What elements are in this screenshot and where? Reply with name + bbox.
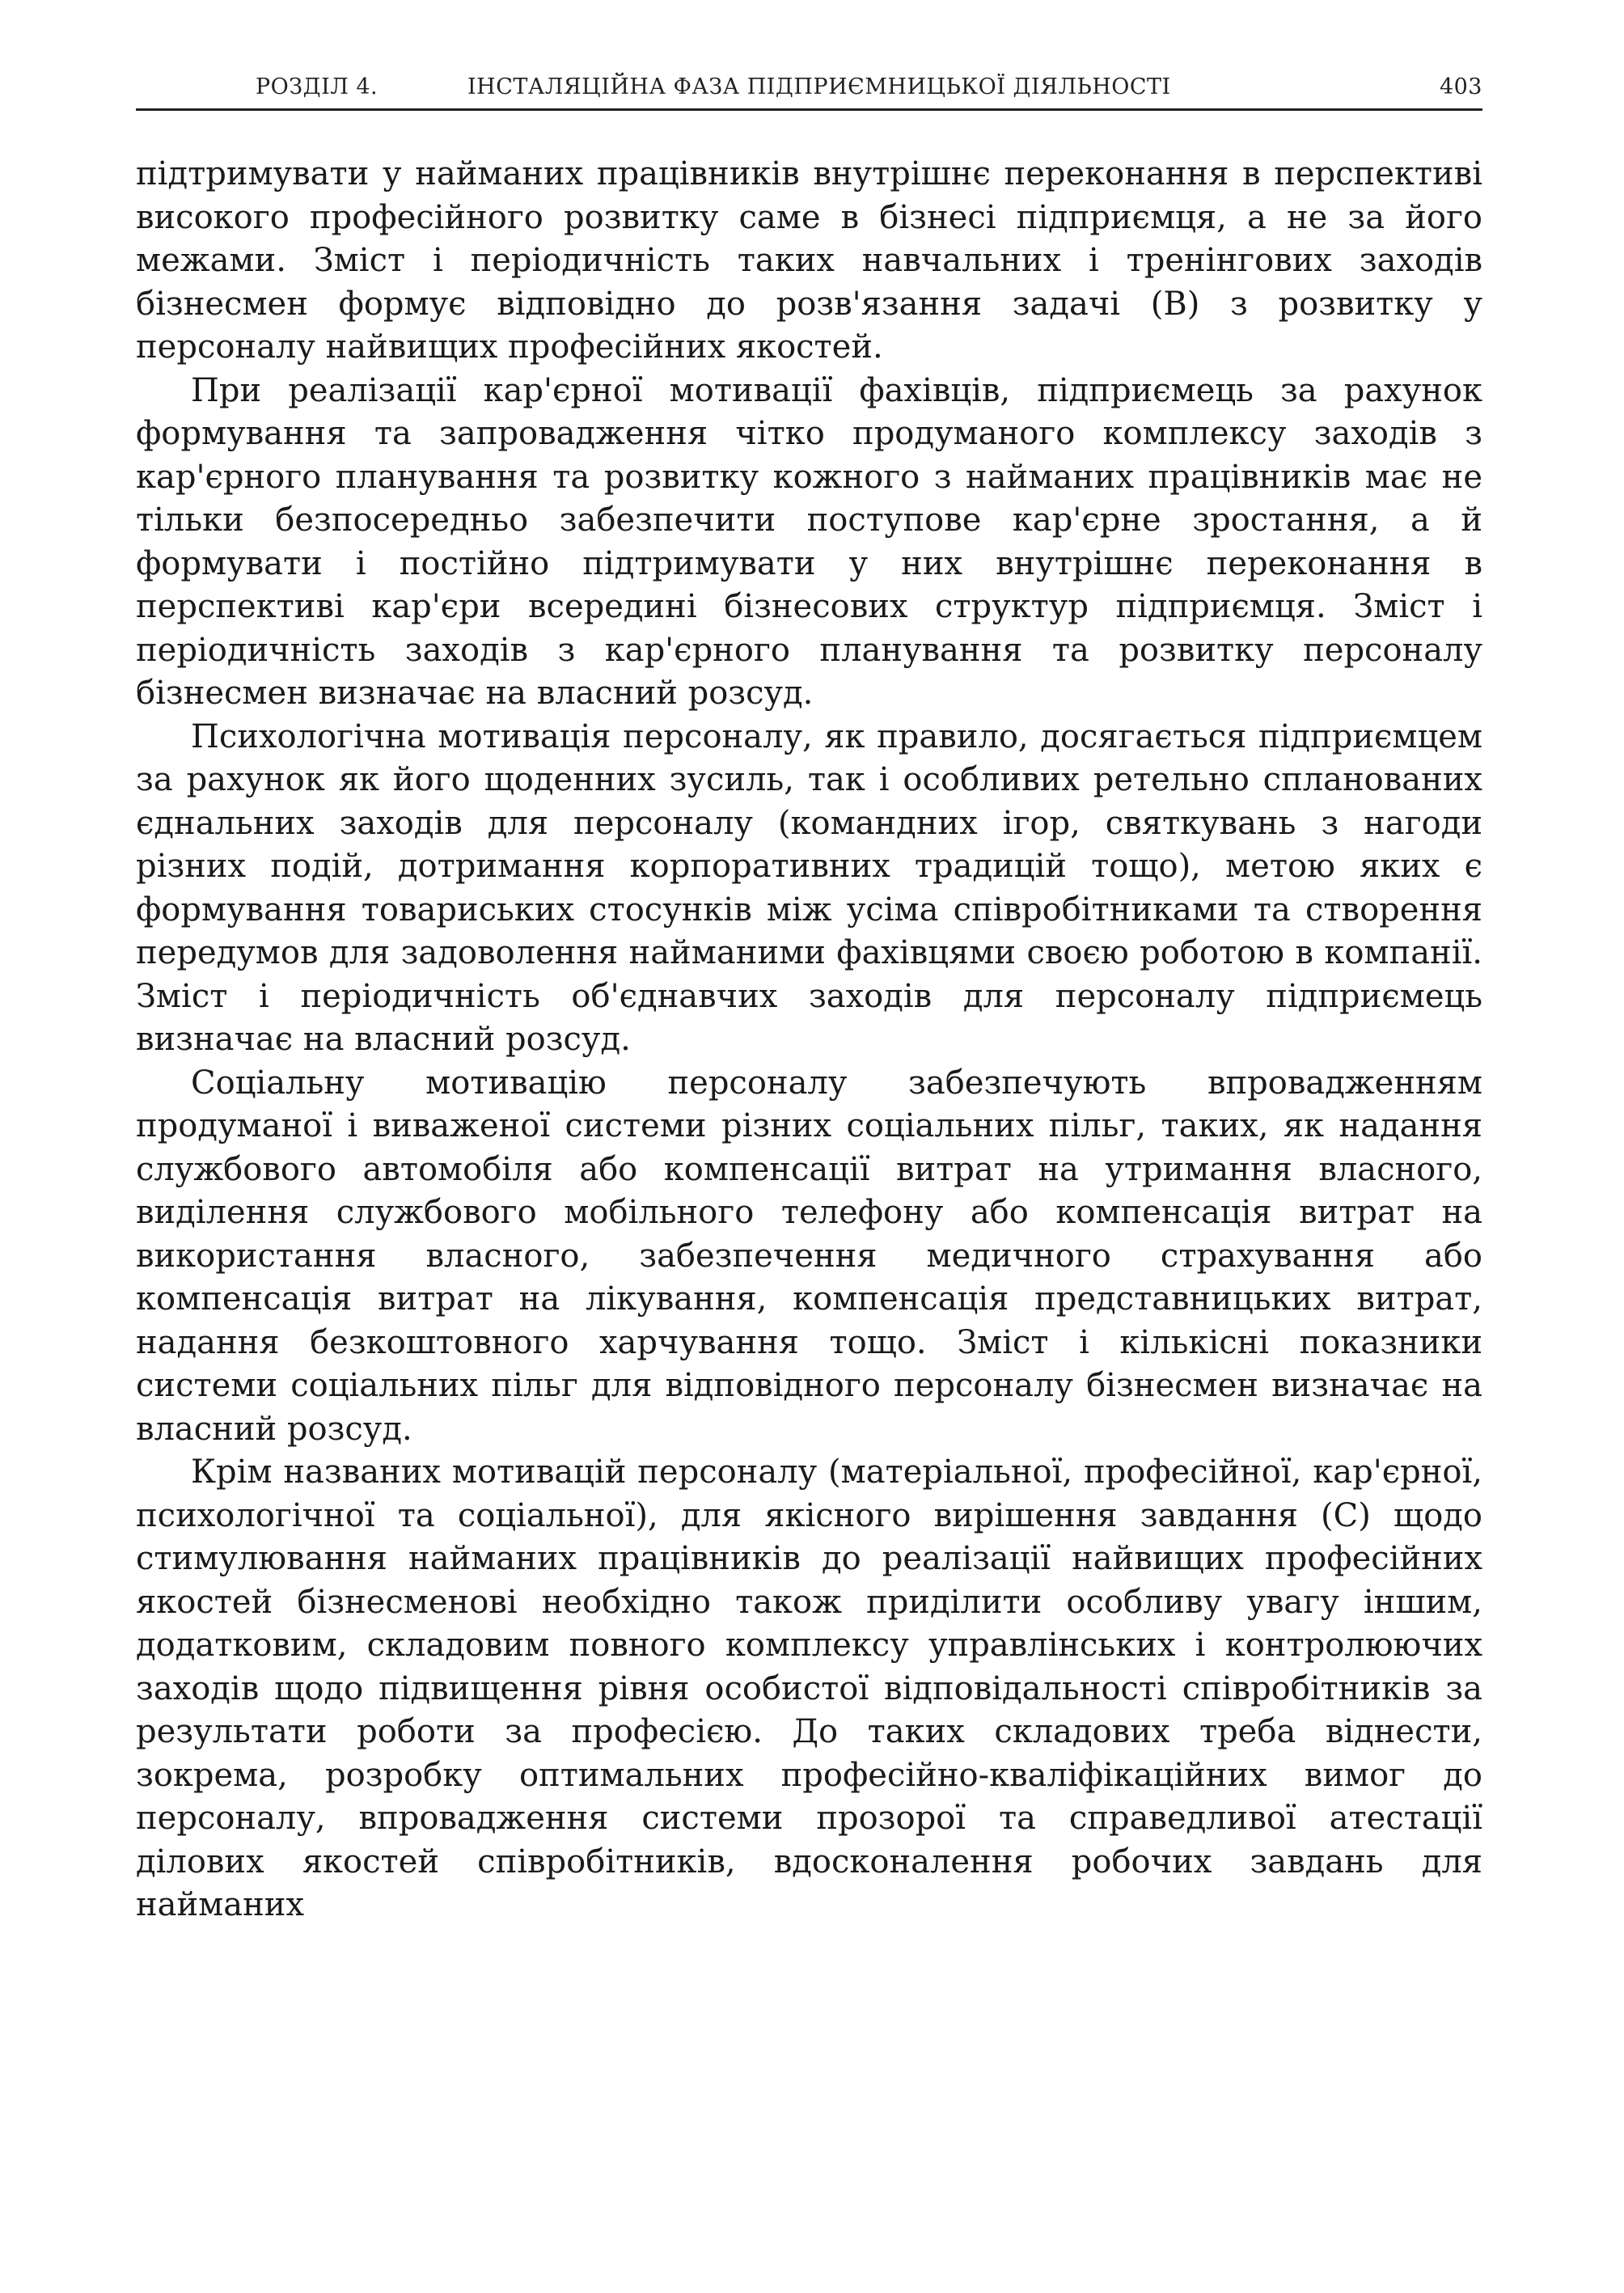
document-page xyxy=(136,66,1482,1927)
paragraph-additional-components: Крім названих мотивацій персоналу (матеріальної, професійної, кар'єрної, психологічної та соціальної), для якісного вирішення завдання (С) щодо стимулювання найманих працівників до реалізації найвищих професійних якостей бізнесменові необхідно також приділити особливу увагу іншим, додатковим, складовим повного комплексу управлінських і контролюючих заходів щодо підвищення рівня особистої відповідальності співробітників за результати роботи за професією. До таких складових треба віднести, зокрема, розробку оптимальних професійно-кваліфікаційних вимог до персоналу, впровадження системи прозорої та справедливої атестації ділових якостей співробітників, вдосконалення робочих завдань для найманих xyxy=(136,1453,1482,1923)
page-number: 403 xyxy=(1439,74,1482,99)
paragraph-social-motivation: Соціальну мотивацію персоналу забезпечують впровадженням продуманої і виваженої системи різних соціальних пільг, таких, як надання службового автомобіля або компенсації витрат на утримання власного, виділення службового мобільного телефону або компенсація витрат на використання власного, забезпечення медичного страхування або компенсація витрат на лікування, компенсація представницьких витрат, надання безкоштовного харчування тощо. Зміст і кількісні показники системи соціальних пільг для відповідного персоналу бізнесмен визначає на власний розсуд. xyxy=(136,1064,1482,1448)
paragraph-continued: підтримувати у найманих працівників внутрішнє переконання в перспективі високого професійного розвитку саме в бізнесі підприємця, а не за його межами. Зміст і періодичність таких навчальних і тренінгових заходів бізнесмен формує відповідно до розв'язання задачі (В) з розвитку у персоналу найвищих професійних якостей. xyxy=(136,155,1482,366)
chapter-title: ІНСТАЛЯЦІЙНА ФАЗА ПІДПРИЄМНИЦЬКОЇ ДІЯЛЬНОСТІ xyxy=(467,74,1171,99)
running-header xyxy=(136,66,1482,111)
chapter-label: РОЗДІЛ 4. xyxy=(256,74,379,99)
paragraph-career-motivation: При реалізації кар'єрної мотивації фахівців, підприємець за рахунок формування та запровадження чітко продуманого комплексу заходів з кар'єрного планування та розвитку кожного з найманих працівників має не тільки безпосередньо забезпечити поступове кар'єрне зростання, а й формувати і постійно підтримувати у них внутрішнє переконання в перспективі кар'єри всередині бізнесових структур підприємця. Зміст і періодичність заходів з кар'єрного планування та розвитку персоналу бізнесмен визначає на власний розсуд. xyxy=(136,371,1482,712)
paragraph-psychological-motivation: Психологічна мотивація персоналу, як правило, досягається підприємцем за рахунок як його щоденних зусиль, так і особливих ретельно спланованих єднальних заходів для персоналу (командних ігор, святкувань з нагоди різних подій, дотримання корпоративних традицій тощо), метою яких є формування товариських стосунків між усіма співробітниками та створення передумов для задоволення найманими фахівцями своєю роботою в компанії. Зміст і періодичність об'єднавчих заходів для персоналу підприємець визначає на власний розсуд. xyxy=(136,717,1482,1058)
body-text xyxy=(136,153,1482,1927)
